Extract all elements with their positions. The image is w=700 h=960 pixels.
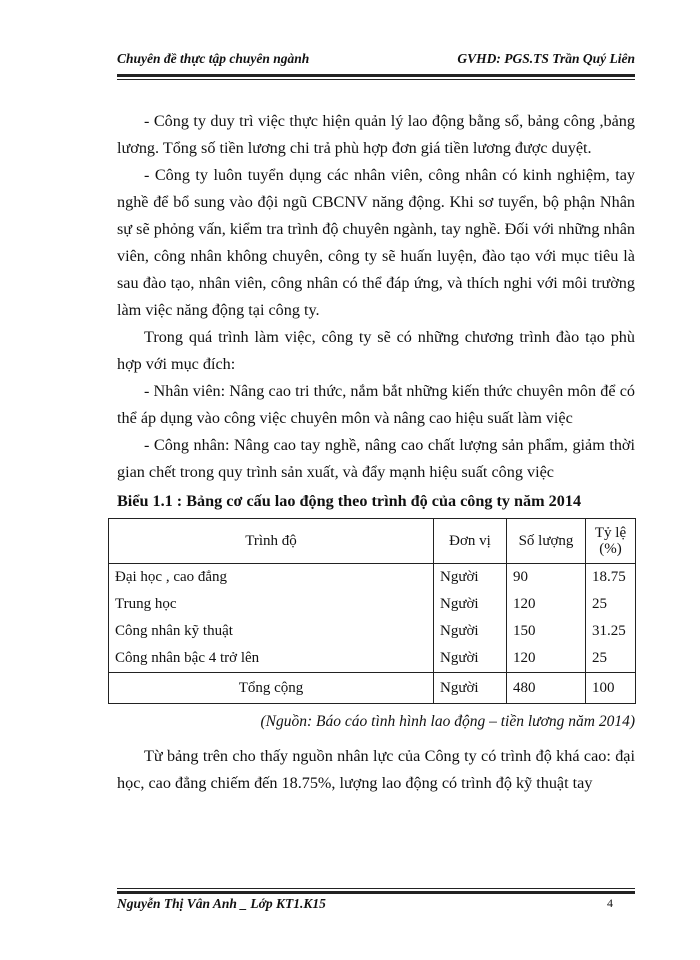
cell-total-unit: Người: [434, 673, 507, 704]
cell-total-quantity: 480: [507, 673, 586, 704]
paragraph-recruitment: - Công ty luôn tuyển dụng các nhân viên, công nhân có kinh nghiệm, tay nghề để bổ sung vào đội ngũ CBCNV năng động. Khi sơ tuyển, bộ phận Nhân sự sẽ phỏng vấn, kiểm tra trình độ chuyên ngành, tay nghề. Đối với những nhân viên, công nhân không chuyên, công ty sẽ huấn luyện, đào tạo với mục tiêu là sau đào tạo, nhân viên, công nhân có thể đáp ứng, và thích nghi với môi trường làm việc năng động tại công ty.: [117, 166, 635, 319]
paragraph-training-intro: Trong quá trình làm việc, công ty sẽ có những chương trình đào tạo phù hợp với mục đích:: [117, 328, 635, 373]
page-footer: [117, 896, 635, 912]
cell-quantity: 90: [507, 564, 586, 592]
table-row: [109, 564, 636, 592]
cell-unit: Người: [434, 618, 507, 645]
document-body: [117, 108, 635, 797]
header-quantity: Số lượng: [507, 519, 586, 564]
paragraph-labor-management: - Công ty duy trì việc thực hiện quản lý lao động bằng sổ, bảng công ,bảng lương. Tổng số tiền lương chi trả phù hợp đơn giá tiền lương được duyệt.: [117, 112, 635, 157]
cell-ratio: 31.25: [586, 618, 636, 645]
header-ratio: Tỷ lệ (%): [586, 519, 636, 564]
table-row: [109, 591, 636, 618]
cell-quantity: 120: [507, 591, 586, 618]
header-level: Trình độ: [109, 519, 434, 564]
table-header-row: [109, 519, 636, 564]
page-header: [117, 51, 635, 73]
footer-rule-thick: [117, 891, 635, 894]
table-total-row: [109, 673, 636, 704]
table-row: [109, 618, 636, 645]
cell-ratio: 18.75: [586, 564, 636, 592]
table-source: (Nguồn: Báo cáo tình hình lao động – tiền lương năm 2014): [260, 713, 635, 730]
header-rule-thin: [117, 79, 635, 80]
footer-rule-thin: [117, 888, 635, 889]
page-number: 4: [607, 896, 613, 910]
header-course-title: Chuyên đề thực tập chuyên ngành: [117, 51, 310, 66]
table-caption: Biểu 1.1 : Bảng cơ cấu lao động theo trình độ của công ty năm 2014: [117, 492, 582, 510]
cell-level: Công nhân kỹ thuật: [109, 618, 434, 645]
cell-unit: Người: [434, 591, 507, 618]
cell-level: Trung học: [109, 591, 434, 618]
cell-quantity: 120: [507, 645, 586, 673]
cell-level: Đại học , cao đẳng: [109, 564, 434, 592]
paragraph-conclusion: Từ bảng trên cho thấy nguồn nhân lực của Công ty có trình độ khá cao: đại học, cao đẳng chiếm đến 18.75%, lượng lao động có trình độ kỹ thuật tay: [117, 747, 635, 792]
cell-ratio: 25: [586, 645, 636, 673]
cell-ratio: 25: [586, 591, 636, 618]
labor-structure-table: [108, 518, 636, 704]
cell-quantity: 150: [507, 618, 586, 645]
cell-level: Công nhân bậc 4 trở lên: [109, 645, 434, 673]
cell-unit: Người: [434, 564, 507, 592]
paragraph-staff-training: - Nhân viên: Nâng cao tri thức, nắm bắt những kiến thức chuyên môn để có thể áp dụng vào công việc chuyên môn và nâng cao hiệu suất làm việc: [117, 382, 635, 427]
cell-total-ratio: 100: [586, 673, 636, 704]
cell-total-label: Tổng cộng: [109, 673, 434, 704]
cell-unit: Người: [434, 645, 507, 673]
header-unit: Đơn vị: [434, 519, 507, 564]
header-rule-thick: [117, 74, 635, 77]
header-supervisor: GVHD: PGS.TS Trần Quý Liên: [457, 51, 635, 66]
table-row: [109, 645, 636, 673]
footer-author: Nguyễn Thị Vân Anh _ Lớp KT1.K15: [117, 896, 326, 911]
paragraph-worker-training: - Công nhân: Nâng cao tay nghề, nâng cao chất lượng sản phẩm, giảm thời gian chết trong quy trình sản xuất, và đẩy mạnh hiệu suất công việc: [117, 436, 635, 481]
